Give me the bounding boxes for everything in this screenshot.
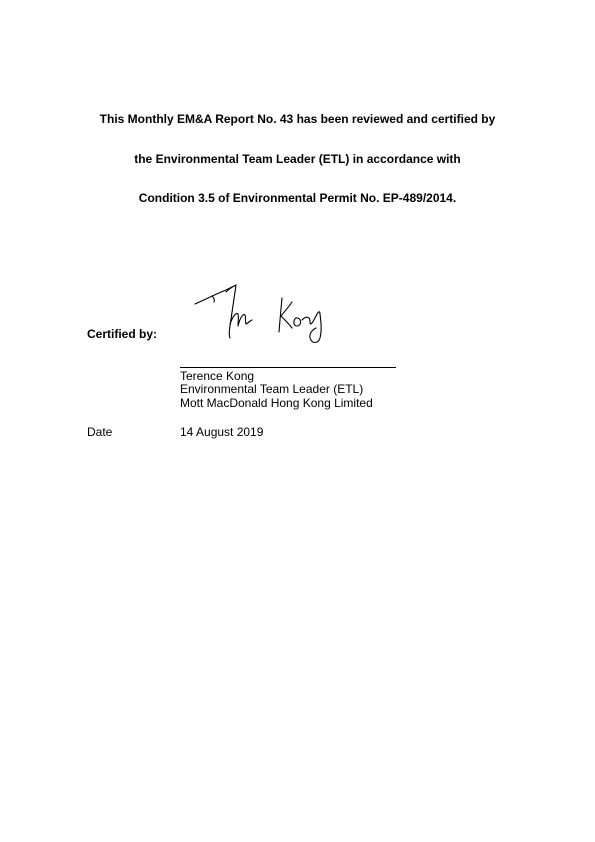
certification-line-3: Condition 3.5 of Environmental Permit No. EP-489/2014.: [138, 191, 457, 205]
signer-company: Mott MacDonald Hong Kong Limited: [180, 396, 373, 410]
certification-line-1: This Monthly EM&A Report No. 43 has been reviewed and certified by: [99, 112, 496, 126]
signer-title: Environmental Team Leader (ETL): [180, 382, 364, 396]
signer-name: Terence Kong: [180, 369, 255, 383]
certified-by-label: Certified by:: [87, 327, 158, 341]
signature-line: [180, 367, 396, 368]
handwritten-signature: [192, 280, 332, 348]
date-label: Date: [87, 425, 113, 439]
certification-line-2: the Environmental Team Leader (ETL) in accordance with: [134, 152, 461, 166]
date-value: 14 August 2019: [180, 425, 264, 439]
